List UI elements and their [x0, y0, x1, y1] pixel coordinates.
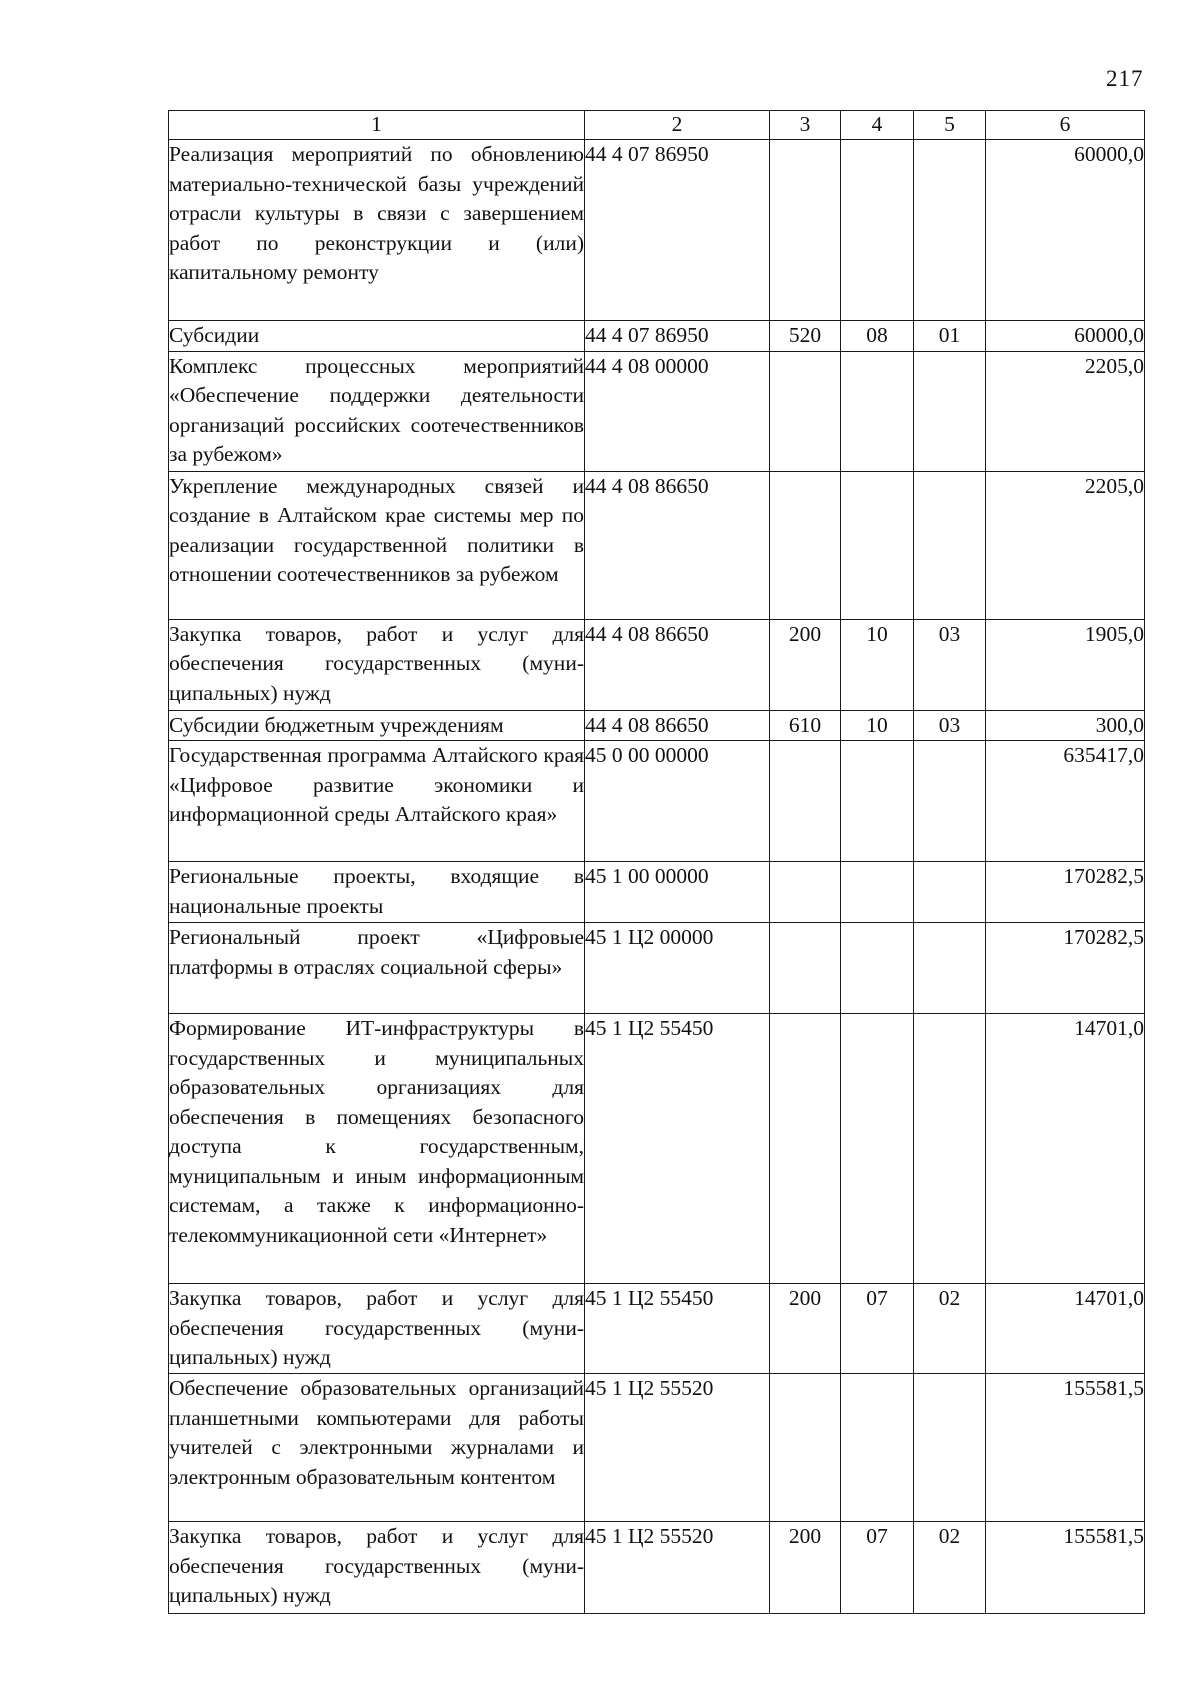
row-code: 45 1 Ц2 55450	[585, 1284, 770, 1374]
table-row	[169, 1374, 1145, 1522]
column-header-1: 1	[169, 111, 585, 140]
row-name: Закупка товаров, работ и услуг для обеспечения государственных (муниципальных) нужд	[169, 619, 585, 710]
page-number: 217	[1106, 66, 1144, 91]
table-row	[169, 1522, 1145, 1614]
row-code: 44 4 07 86950	[585, 321, 770, 352]
row-code: 45 1 Ц2 55520	[585, 1522, 770, 1614]
row-col4	[841, 862, 914, 923]
row-amount: 170282,5	[986, 923, 1145, 1014]
row-col4: 10	[841, 619, 914, 710]
row-col3	[770, 741, 841, 862]
row-col4: 08	[841, 321, 914, 352]
row-col3: 200	[770, 1284, 841, 1374]
row-col5	[914, 1374, 986, 1522]
row-amount: 300,0	[986, 710, 1145, 741]
row-name: Государственная программа Алтайского края «Цифровое развитие экономики и информационной среды Алтайского края»	[169, 741, 585, 862]
row-col4	[841, 351, 914, 471]
row-col4	[841, 923, 914, 1014]
row-code: 44 4 07 86950	[585, 140, 770, 321]
row-code: 44 4 08 86650	[585, 471, 770, 619]
header-row	[169, 111, 1145, 140]
row-col4: 07	[841, 1284, 914, 1374]
row-col3: 200	[770, 1522, 841, 1614]
row-col3	[770, 140, 841, 321]
column-header-4: 4	[841, 111, 914, 140]
row-col3: 520	[770, 321, 841, 352]
row-name: Субсидии бюджетным учреждениям	[169, 710, 585, 741]
row-name: Субсидии	[169, 321, 585, 352]
row-name: Обеспечение образовательных организаций планшетными компьютерами для работы учителей с электронными журналами и электронным образовательным контентом	[169, 1374, 585, 1522]
row-col3	[770, 1374, 841, 1522]
row-amount: 2205,0	[986, 351, 1145, 471]
table-row	[169, 923, 1145, 1014]
row-amount: 14701,0	[986, 1284, 1145, 1374]
row-name: Формирование ИТ-инфраструктуры в государственных и муниципальных образовательных организациях для обеспечения в помещениях безопасного доступа к государственным, муниципальным и иным информационным системам, а также к информационно-телекоммуникационной сети «Интернет»	[169, 1014, 585, 1284]
row-col3	[770, 471, 841, 619]
table-header	[169, 111, 1145, 140]
table-body	[169, 140, 1145, 1614]
row-col5	[914, 923, 986, 1014]
row-code: 44 4 08 86650	[585, 619, 770, 710]
table-row	[169, 710, 1145, 741]
row-amount: 635417,0	[986, 741, 1145, 862]
row-code: 45 1 Ц2 00000	[585, 923, 770, 1014]
row-code: 45 1 00 00000	[585, 862, 770, 923]
row-col4	[841, 140, 914, 321]
row-amount: 60000,0	[986, 321, 1145, 352]
row-name: Закупка товаров, работ и услуг для обеспечения государственных (муниципальных) нужд	[169, 1284, 585, 1374]
table-row	[169, 1014, 1145, 1284]
row-col5: 01	[914, 321, 986, 352]
row-code: 45 0 00 00000	[585, 741, 770, 862]
table-row	[169, 471, 1145, 619]
row-code: 44 4 08 86650	[585, 710, 770, 741]
table-row	[169, 741, 1145, 862]
row-col5: 03	[914, 619, 986, 710]
column-header-6: 6	[986, 111, 1145, 140]
column-header-3: 3	[770, 111, 841, 140]
row-amount: 14701,0	[986, 1014, 1145, 1284]
row-col3: 200	[770, 619, 841, 710]
row-code: 45 1 Ц2 55520	[585, 1374, 770, 1522]
row-col4	[841, 471, 914, 619]
budget-table	[168, 110, 1145, 1614]
table-row	[169, 619, 1145, 710]
row-col5	[914, 862, 986, 923]
row-col5	[914, 1014, 986, 1284]
row-col5	[914, 471, 986, 619]
row-col4	[841, 1014, 914, 1284]
row-amount: 170282,5	[986, 862, 1145, 923]
row-code: 45 1 Ц2 55450	[585, 1014, 770, 1284]
row-col3	[770, 923, 841, 1014]
row-amount: 155581,5	[986, 1522, 1145, 1614]
row-col5	[914, 351, 986, 471]
row-col3	[770, 351, 841, 471]
row-name: Закупка товаров, работ и услуг для обеспечения государственных (муниципальных) нужд	[169, 1522, 585, 1614]
row-col4	[841, 1374, 914, 1522]
table-row	[169, 140, 1145, 321]
row-col5: 03	[914, 710, 986, 741]
row-col4: 07	[841, 1522, 914, 1614]
row-col3	[770, 862, 841, 923]
row-col5: 02	[914, 1284, 986, 1374]
row-col3	[770, 1014, 841, 1284]
row-amount: 155581,5	[986, 1374, 1145, 1522]
table-row	[169, 1284, 1145, 1374]
row-amount: 1905,0	[986, 619, 1145, 710]
row-name: Региональный проект «Цифровые платформы в отраслях социальной сферы»	[169, 923, 585, 1014]
row-amount: 2205,0	[986, 471, 1145, 619]
row-col5	[914, 741, 986, 862]
row-col5	[914, 140, 986, 321]
row-name: Укрепление международных связей и создание в Алтайском крае системы мер по реализации государственной политики в отношении соотечественников за рубежом	[169, 471, 585, 619]
row-name: Комплекс процессных мероприятий «Обеспечение поддержки деятельности организаций российских соотечественников за рубежом»	[169, 351, 585, 471]
column-header-2: 2	[585, 111, 770, 140]
row-name: Региональные проекты, входящие в национальные проекты	[169, 862, 585, 923]
table-row	[169, 862, 1145, 923]
row-col4: 10	[841, 710, 914, 741]
table-row	[169, 351, 1145, 471]
row-name: Реализация мероприятий по обновлению материально-технической базы учреждений отрасли культуры в связи с завершением работ по реконструкции и (или) капитальному ремонту	[169, 140, 585, 321]
row-col3: 610	[770, 710, 841, 741]
row-col4	[841, 741, 914, 862]
row-code: 44 4 08 00000	[585, 351, 770, 471]
column-header-5: 5	[914, 111, 986, 140]
table-row	[169, 321, 1145, 352]
row-amount: 60000,0	[986, 140, 1145, 321]
row-col5: 02	[914, 1522, 986, 1614]
